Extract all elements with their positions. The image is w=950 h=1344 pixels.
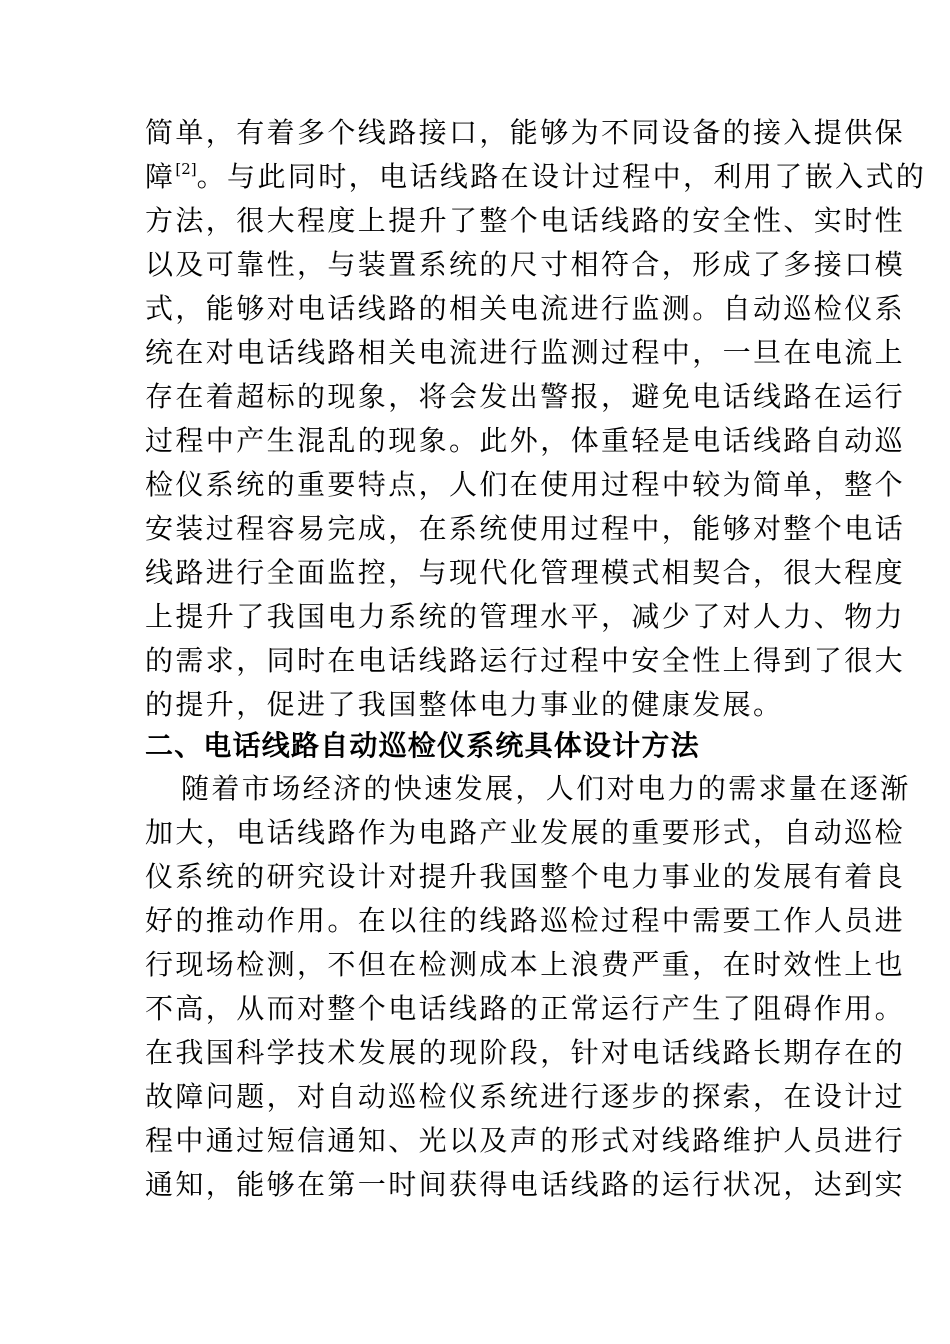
- body-text-line: 好的推动作用。在以往的线路巡检过程中需要工作人员进: [145, 904, 906, 937]
- body-text-line: 安装过程容易完成，在系统使用过程中，能够对整个电话: [145, 512, 906, 545]
- body-text-line: 的需求，同时在电话线路运行过程中安全性上得到了很大: [145, 644, 906, 677]
- body-text-line: 统在对电话线路相关电流进行监测过程中，一旦在电流上: [145, 336, 906, 369]
- body-text-line: 故障问题，对自动巡检仪系统进行逐步的探索，在设计过: [145, 1080, 906, 1113]
- body-text-line: 以及可靠性，与装置系统的尺寸相符合，形成了多接口模: [145, 248, 906, 281]
- body-text-line: 不高，从而对整个电话线路的正常运行产生了阻碍作用。: [145, 992, 906, 1025]
- body-text-line: 检仪系统的重要特点，人们在使用过程中较为简单，整个: [145, 468, 906, 501]
- body-text-line: 行现场检测，不但在检测成本上浪费严重，在时效性上也: [145, 948, 906, 981]
- body-text-line: 上提升了我国电力系统的管理水平，减少了对人力、物力: [145, 600, 906, 633]
- body-text-line: 方法，很大程度上提升了整个电话线路的安全性、实时性: [145, 204, 906, 237]
- body-text-line: 过程中产生混乱的现象。此外，体重轻是电话线路自动巡: [145, 424, 906, 457]
- citation-marker: [2]: [175, 160, 197, 178]
- body-text-line: 仪系统的研究设计对提升我国整个电力事业的发展有着良: [145, 860, 906, 893]
- body-text-line: 随着市场经济的快速发展，人们对电力的需求量在逐渐: [181, 772, 911, 805]
- body-text-line: 简单，有着多个线路接口，能够为不同设备的接入提供保: [145, 116, 906, 149]
- body-text-line: 在我国科学技术发展的现阶段，针对电话线路长期存在的: [145, 1036, 906, 1069]
- body-text-line: 线路进行全面监控，与现代化管理模式相契合，很大程度: [145, 556, 906, 589]
- body-text-line: 式，能够对电话线路的相关电流进行监测。自动巡检仪系: [145, 292, 906, 325]
- section-heading: 二、电话线路自动巡检仪系统具体设计方法: [145, 729, 700, 762]
- body-text-line: [145, 155, 927, 199]
- body-text-line: 存在着超标的现象，将会发出警报，避免电话线路在运行: [145, 380, 906, 413]
- body-text-line: 的提升，促进了我国整体电力事业的健康发展。: [145, 688, 784, 721]
- body-text-fragment: 。与此同时，电话线路在设计过程中，利用了嵌入式的: [196, 160, 927, 193]
- body-text-fragment: 障: [145, 160, 176, 193]
- body-text-line: 通知，能够在第一时间获得电话线路的运行状况，达到实: [145, 1168, 906, 1201]
- body-text-line: 加大，电话线路作为电路产业发展的重要形式，自动巡检: [145, 816, 906, 849]
- body-text-line: 程中通过短信通知、光以及声的形式对线路维护人员进行: [145, 1124, 906, 1157]
